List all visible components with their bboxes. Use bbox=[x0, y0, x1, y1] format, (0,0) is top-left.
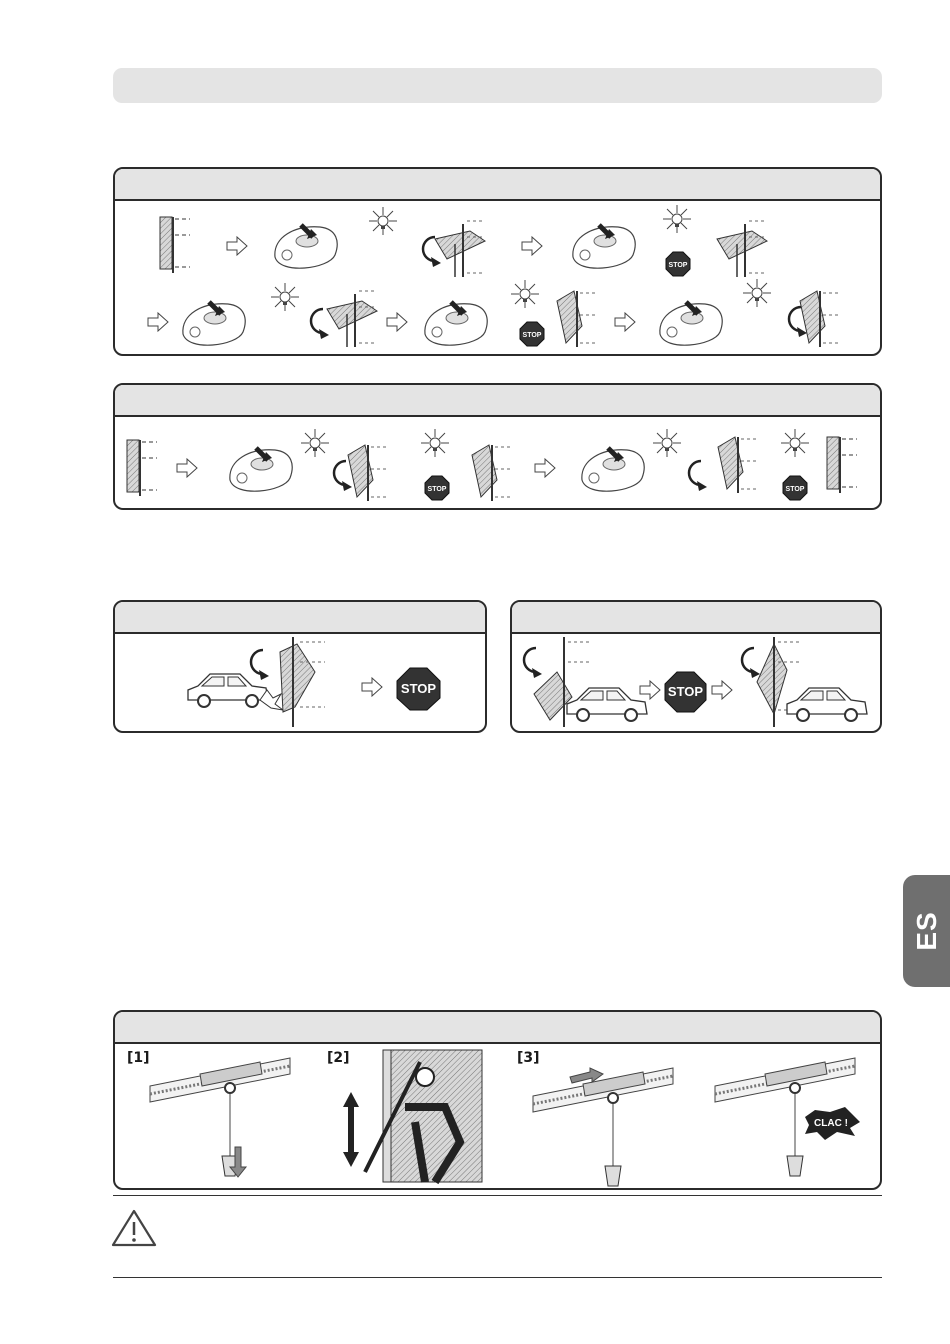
stop-sign-text: STOP bbox=[785, 486, 805, 493]
language-tab-label: ES bbox=[910, 911, 942, 951]
obstacle-opening-illustration bbox=[512, 602, 880, 731]
language-tab bbox=[903, 875, 950, 987]
stop-sign-text: STOP bbox=[668, 262, 688, 269]
car-icon bbox=[787, 688, 867, 721]
step-cycle-illustration bbox=[115, 385, 880, 508]
warning-triangle-icon bbox=[110, 1208, 158, 1248]
car-icon bbox=[567, 688, 647, 721]
stop-sign-text: STOP bbox=[667, 684, 704, 699]
step-label-3: [3] bbox=[517, 1050, 540, 1066]
manual-release-panel bbox=[113, 1010, 882, 1190]
step-cycle-panel bbox=[113, 383, 882, 510]
stop-sign-text: STOP bbox=[400, 681, 437, 696]
obstacle-closing-illustration bbox=[115, 602, 485, 731]
operation-cycle-panel bbox=[113, 167, 882, 356]
obstacle-opening-panel bbox=[510, 600, 882, 733]
step-label-2: [2] bbox=[327, 1050, 350, 1066]
operation-cycle-illustration bbox=[115, 169, 880, 354]
section-title-bar bbox=[113, 68, 882, 103]
divider-bottom bbox=[113, 1277, 882, 1278]
clac-text: CLAC ! bbox=[814, 1118, 848, 1129]
stop-sign-text: STOP bbox=[427, 486, 447, 493]
divider-top bbox=[113, 1195, 882, 1196]
car-icon bbox=[188, 674, 268, 707]
stop-sign-text: STOP bbox=[522, 332, 542, 339]
step-label-1: [1] bbox=[127, 1050, 150, 1066]
obstacle-closing-panel bbox=[113, 600, 487, 733]
manual-release-illustration bbox=[115, 1012, 880, 1188]
